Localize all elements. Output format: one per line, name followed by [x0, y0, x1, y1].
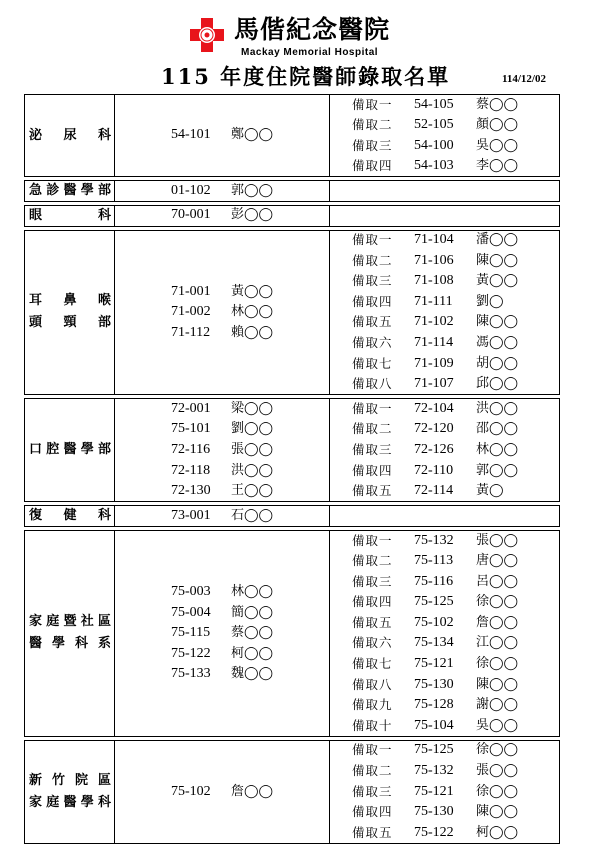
department-block	[24, 94, 560, 177]
candidate-code: 73-001	[171, 507, 211, 523]
admitted-list	[115, 506, 330, 526]
candidate-name: 陳◯◯	[476, 804, 519, 820]
waitlist-row	[352, 551, 559, 572]
department-name	[25, 181, 115, 201]
waitlist-row	[352, 716, 559, 737]
waitlist-row	[352, 136, 559, 157]
hospital-name-zh: 馬偕紀念醫院	[234, 15, 391, 44]
candidate-name: 王◯◯	[231, 483, 274, 499]
waitlist-row	[352, 633, 559, 654]
candidate-code: 71-102	[414, 314, 454, 330]
candidate-name: 吳◯◯	[476, 137, 519, 153]
department-block	[24, 505, 560, 527]
candidate-name: 胡◯◯	[476, 355, 519, 371]
candidate-name: 潘◯◯	[476, 232, 519, 248]
candidate-code: 75-132	[414, 532, 454, 548]
candidate-name: 蔡◯◯	[231, 625, 274, 641]
department-name	[25, 399, 115, 501]
department-name	[25, 531, 115, 736]
admitted-row	[171, 623, 329, 644]
waitlist-rank: 備取三	[352, 783, 393, 799]
waitlist-rank: 備取四	[352, 158, 393, 174]
waitlist-rank: 備取二	[352, 553, 393, 569]
candidate-code: 75-003	[171, 583, 211, 599]
department-block	[24, 740, 560, 844]
admitted-row	[171, 181, 329, 202]
candidate-code: 75-115	[171, 625, 211, 641]
candidate-name: 徐◯◯	[476, 742, 519, 758]
department-name	[25, 741, 115, 843]
waitlist-row	[352, 354, 559, 375]
waitlist-row	[352, 823, 559, 844]
department-name-line: 新 竹 院 區	[29, 772, 111, 788]
waitlist-row	[352, 156, 559, 177]
candidate-name: 林◯◯	[231, 583, 274, 599]
waitlist-rank: 備取六	[352, 335, 393, 351]
candidate-name: 陳◯◯	[476, 252, 519, 268]
waitlist	[330, 399, 559, 501]
waitlist-row	[352, 95, 559, 116]
department-name	[25, 95, 115, 176]
candidate-code: 70-001	[171, 207, 211, 223]
candidate-name: 張◯◯	[231, 442, 274, 458]
candidate-code: 75-121	[414, 656, 454, 672]
waitlist-rank: 備取六	[352, 635, 393, 651]
admitted-list	[115, 531, 330, 736]
waitlist-row	[352, 115, 559, 136]
candidate-code: 75-116	[414, 573, 454, 589]
candidate-name: 林◯◯	[231, 304, 274, 320]
candidate-code: 72-126	[414, 442, 454, 458]
candidate-name: 柯◯◯	[476, 824, 519, 840]
candidate-name: 邵◯◯	[476, 421, 519, 437]
department-name-line: 泌 尿 科	[29, 127, 111, 143]
department-name-line: 眼 科	[29, 207, 111, 223]
candidate-code: 72-116	[171, 442, 211, 458]
department-name	[25, 206, 115, 226]
waitlist-row	[352, 461, 559, 482]
candidate-code: 75-122	[414, 824, 454, 840]
waitlist-row	[352, 592, 559, 613]
candidate-code: 71-001	[171, 283, 211, 299]
waitlist-row	[352, 481, 559, 502]
hospital-logo	[190, 18, 224, 52]
waitlist-rank: 備取八	[352, 376, 393, 392]
admitted-list	[115, 741, 330, 843]
candidate-code: 54-103	[414, 158, 454, 174]
candidate-code: 75-130	[414, 804, 454, 820]
waitlist-row	[352, 271, 559, 292]
waitlist-rank: 備取七	[352, 656, 393, 672]
admitted-list	[115, 181, 330, 201]
waitlist-row	[352, 440, 559, 461]
admitted-row	[171, 603, 329, 624]
admitted-list	[115, 399, 330, 501]
candidate-code: 72-114	[414, 483, 454, 499]
candidate-code: 71-107	[414, 376, 454, 392]
candidate-code: 75-125	[414, 594, 454, 610]
candidate-name: 郭◯◯	[476, 462, 519, 478]
candidate-code: 75-102	[171, 783, 211, 799]
waitlist-rank: 備取七	[352, 355, 393, 371]
admitted-row	[171, 782, 329, 803]
admitted-row	[171, 323, 329, 344]
waitlist-row	[352, 761, 559, 782]
waitlist-rank: 備取一	[352, 532, 393, 548]
waitlist-rank: 備取四	[352, 462, 393, 478]
candidate-code: 72-130	[171, 483, 211, 499]
candidate-code: 72-001	[171, 400, 211, 416]
waitlist-row	[352, 572, 559, 593]
waitlist	[330, 181, 559, 201]
department-block	[24, 230, 560, 396]
department-name-line: 耳 鼻 喉	[29, 293, 111, 309]
candidate-code: 71-114	[414, 335, 454, 351]
candidate-name: 簡◯◯	[231, 604, 274, 620]
waitlist-rank: 備取四	[352, 804, 393, 820]
candidate-name: 黃◯◯	[231, 283, 274, 299]
candidate-name: 邱◯◯	[476, 376, 519, 392]
admitted-row	[171, 125, 329, 146]
candidate-name: 黃◯	[476, 483, 504, 499]
waitlist-row	[352, 782, 559, 803]
waitlist-row	[352, 675, 559, 696]
waitlist-rank: 備取一	[352, 96, 393, 112]
candidate-name: 鄭◯◯	[231, 127, 274, 143]
candidate-name: 詹◯◯	[231, 783, 274, 799]
waitlist-row	[352, 613, 559, 634]
candidate-code: 71-106	[414, 252, 454, 268]
waitlist-rank: 備取三	[352, 442, 393, 458]
candidate-code: 75-134	[414, 635, 454, 651]
candidate-name: 呂◯◯	[476, 573, 519, 589]
candidate-name: 彭◯◯	[231, 207, 274, 223]
candidate-name: 黃◯◯	[476, 273, 519, 289]
waitlist-row	[352, 654, 559, 675]
department-block	[24, 530, 560, 737]
candidate-code: 54-105	[414, 96, 454, 112]
candidate-code: 71-002	[171, 304, 211, 320]
waitlist-row	[352, 695, 559, 716]
admitted-row	[171, 582, 329, 603]
department-name	[25, 506, 115, 526]
candidate-code: 75-122	[171, 645, 211, 661]
admitted-row	[171, 282, 329, 303]
candidate-code: 75-128	[414, 697, 454, 713]
department-block	[24, 180, 560, 202]
candidate-code: 54-101	[171, 127, 211, 143]
candidate-code: 72-120	[414, 421, 454, 437]
department-block	[24, 398, 560, 502]
waitlist-rank: 備取四	[352, 594, 393, 610]
department-name-line: 家庭暨社區	[29, 614, 111, 630]
candidate-name: 江◯◯	[476, 635, 519, 651]
waitlist	[330, 531, 559, 736]
waitlist-rank: 備取四	[352, 293, 393, 309]
admitted-row	[171, 440, 329, 461]
candidate-name: 顏◯◯	[476, 117, 519, 133]
candidate-code: 75-132	[414, 763, 454, 779]
waitlist-rank: 備取五	[352, 483, 393, 499]
waitlist	[330, 206, 559, 226]
candidate-name: 李◯◯	[476, 158, 519, 174]
waitlist-row	[352, 374, 559, 395]
candidate-name: 柯◯◯	[231, 645, 274, 661]
waitlist-row	[352, 333, 559, 354]
waitlist-row	[352, 292, 559, 313]
waitlist	[330, 95, 559, 176]
waitlist-rank: 備取五	[352, 824, 393, 840]
waitlist-rank: 備取九	[352, 697, 393, 713]
candidate-name: 徐◯◯	[476, 656, 519, 672]
candidate-name: 謝◯◯	[476, 697, 519, 713]
candidate-name: 徐◯◯	[476, 594, 519, 610]
candidate-code: 75-121	[414, 783, 454, 799]
admitted-row	[171, 419, 329, 440]
candidate-code: 75-101	[171, 421, 211, 437]
waitlist	[330, 506, 559, 526]
candidate-name: 唐◯◯	[476, 553, 519, 569]
candidate-name: 張◯◯	[476, 532, 519, 548]
candidate-code: 71-111	[414, 293, 453, 309]
department-name-line: 醫 學 科 系	[29, 636, 111, 652]
waitlist-rank: 備取一	[352, 742, 393, 758]
candidate-name: 洪◯◯	[231, 462, 274, 478]
waitlist-rank: 備取二	[352, 117, 393, 133]
candidate-name: 陳◯◯	[476, 676, 519, 692]
waitlist-rank: 備取一	[352, 232, 393, 248]
department-name-line: 急診醫學部	[29, 183, 111, 199]
waitlist	[330, 231, 559, 395]
candidate-code: 01-102	[171, 182, 211, 198]
waitlist-rank: 備取三	[352, 273, 393, 289]
waitlist-rank: 備取一	[352, 400, 393, 416]
candidate-name: 林◯◯	[476, 442, 519, 458]
waitlist-row	[352, 740, 559, 761]
candidate-name: 陳◯◯	[476, 314, 519, 330]
candidate-code: 71-104	[414, 232, 454, 248]
waitlist-row	[352, 531, 559, 552]
department-name-line: 復 健 科	[29, 508, 111, 524]
waitlist-row	[352, 802, 559, 823]
waitlist-rank: 備取三	[352, 137, 393, 153]
department-name-line: 家庭醫學科	[29, 794, 111, 810]
candidate-code: 54-100	[414, 137, 454, 153]
candidate-name: 梁◯◯	[231, 400, 274, 416]
candidate-code: 75-133	[171, 666, 211, 682]
candidate-code: 75-004	[171, 604, 211, 620]
admitted-list	[115, 95, 330, 176]
candidate-name: 詹◯◯	[476, 614, 519, 630]
department-block	[24, 205, 560, 227]
candidate-code: 75-125	[414, 742, 454, 758]
candidate-name: 洪◯◯	[476, 400, 519, 416]
admitted-row	[171, 302, 329, 323]
admitted-row	[171, 399, 329, 420]
admitted-row	[171, 461, 329, 482]
waitlist-rank: 備取八	[352, 676, 393, 692]
waitlist-rank: 備取十	[352, 717, 393, 733]
admitted-row	[171, 506, 329, 527]
candidate-name: 石◯◯	[231, 507, 274, 523]
admitted-row	[171, 481, 329, 502]
candidate-code: 72-110	[414, 462, 454, 478]
department-name	[25, 231, 115, 395]
waitlist-rank: 備取五	[352, 614, 393, 630]
waitlist-rank: 備取二	[352, 763, 393, 779]
admitted-row	[171, 664, 329, 685]
candidate-code: 75-104	[414, 717, 454, 733]
candidate-code: 75-130	[414, 676, 454, 692]
candidate-name: 劉◯◯	[231, 421, 274, 437]
admission-table	[24, 94, 560, 847]
waitlist-row	[352, 419, 559, 440]
candidate-code: 72-104	[414, 400, 454, 416]
candidate-name: 賴◯◯	[231, 324, 274, 340]
red-cross-icon	[190, 18, 224, 52]
waitlist-row	[352, 251, 559, 272]
waitlist-row	[352, 399, 559, 420]
candidate-name: 馮◯◯	[476, 335, 519, 351]
waitlist-rank: 備取二	[352, 252, 393, 268]
waitlist-row	[352, 312, 559, 333]
waitlist-rank: 備取五	[352, 314, 393, 330]
candidate-code: 71-112	[171, 324, 211, 340]
candidate-name: 吳◯◯	[476, 717, 519, 733]
candidate-name: 張◯◯	[476, 763, 519, 779]
waitlist	[330, 741, 559, 843]
candidate-name: 劉◯	[476, 293, 504, 309]
announcement-date: 114/12/02	[501, 73, 546, 85]
candidate-name: 蔡◯◯	[476, 96, 519, 112]
candidate-code: 75-102	[414, 614, 454, 630]
admitted-row	[171, 644, 329, 665]
candidate-name: 魏◯◯	[231, 666, 274, 682]
hospital-name-en: Mackay Memorial Hospital	[241, 47, 379, 58]
admitted-list	[115, 206, 330, 226]
candidate-code: 75-113	[414, 553, 454, 569]
department-name-line: 口腔醫學部	[29, 442, 111, 458]
candidate-name: 郭◯◯	[231, 182, 274, 198]
admitted-row	[171, 205, 329, 226]
admitted-list	[115, 231, 330, 395]
waitlist-row	[352, 230, 559, 251]
waitlist-rank: 備取三	[352, 573, 393, 589]
candidate-code: 52-105	[414, 117, 454, 133]
waitlist-rank: 備取二	[352, 421, 393, 437]
page-title: 115 年度住院醫師錄取名單	[161, 64, 451, 89]
candidate-name: 徐◯◯	[476, 783, 519, 799]
department-name-line: 頭 頸 部	[29, 315, 111, 331]
candidate-code: 71-109	[414, 355, 454, 371]
candidate-code: 72-118	[171, 462, 211, 478]
candidate-code: 71-108	[414, 273, 454, 289]
